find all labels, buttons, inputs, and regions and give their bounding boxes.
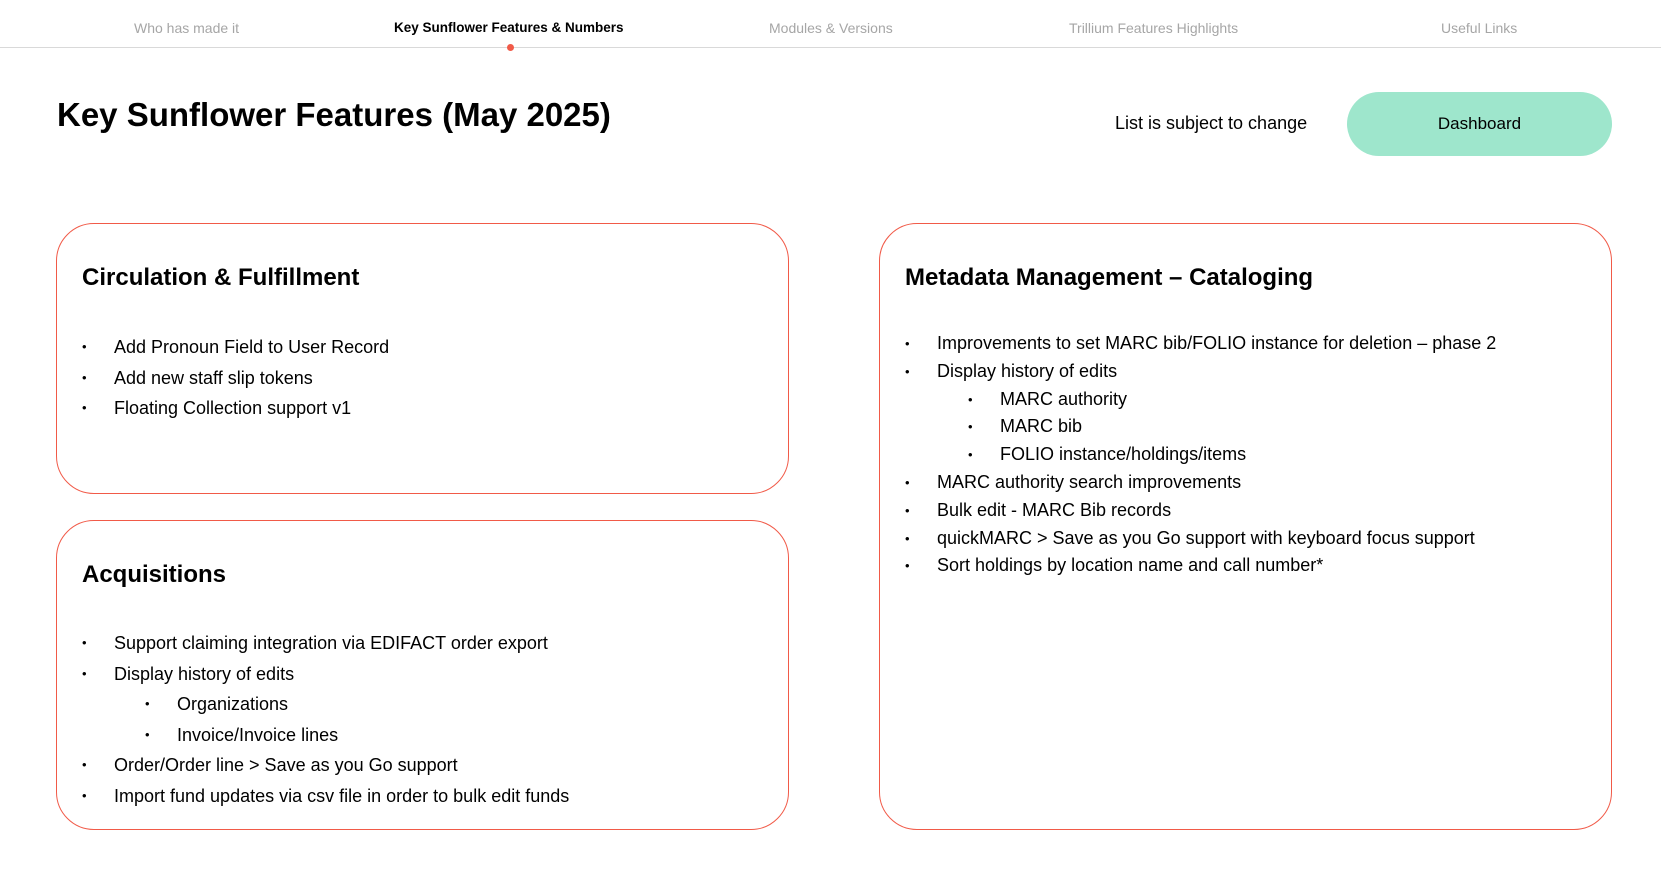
sub-list-item: • MARC bib bbox=[905, 413, 1496, 441]
sub-list-item: • MARC authority bbox=[905, 386, 1496, 414]
card-title: Circulation & Fulfillment bbox=[82, 264, 360, 291]
metadata-card bbox=[879, 223, 1612, 830]
list-item: • Order/Order line > Save as you Go support bbox=[82, 750, 569, 781]
nav-item-trillium-highlights[interactable]: Trillium Features Highlights bbox=[1069, 20, 1239, 36]
feature-list bbox=[82, 332, 389, 424]
list-item: • Sort holdings by location name and call number* bbox=[905, 552, 1496, 580]
card-title: Acquisitions bbox=[82, 561, 227, 588]
list-item: • quickMARC > Save as you Go support with keyboard focus support bbox=[905, 525, 1496, 553]
nav-item-who-has-made-it[interactable]: Who has made it bbox=[134, 20, 240, 36]
list-item: • Support claiming integration via EDIFACT order export bbox=[82, 628, 569, 659]
nav-item-modules-versions[interactable]: Modules & Versions bbox=[769, 20, 893, 36]
sub-list-item: • Organizations bbox=[82, 689, 569, 720]
top-navigation bbox=[0, 0, 1661, 48]
circulation-card bbox=[56, 223, 789, 494]
subject-to-change-note: List is subject to change bbox=[1115, 113, 1308, 133]
feature-list bbox=[905, 330, 1496, 580]
list-item: • MARC authority search improvements bbox=[905, 469, 1496, 497]
sub-list-item: • FOLIO instance/holdings/items bbox=[905, 441, 1496, 469]
list-item: • Add new staff slip tokens bbox=[82, 363, 389, 394]
list-item: • Display history of edits bbox=[905, 358, 1496, 386]
list-item: • Bulk edit - MARC Bib records bbox=[905, 497, 1496, 525]
acquisitions-card bbox=[56, 520, 789, 830]
feature-list bbox=[82, 628, 569, 811]
nav-item-useful-links[interactable]: Useful Links bbox=[1441, 20, 1518, 36]
list-item: • Add Pronoun Field to User Record bbox=[82, 332, 389, 363]
list-item: • Improvements to set MARC bib/FOLIO instance for deletion – phase 2 bbox=[905, 330, 1496, 358]
list-item: • Import fund updates via csv file in order to bulk edit funds bbox=[82, 781, 569, 812]
card-title: Metadata Management – Cataloging bbox=[905, 264, 1314, 291]
nav-item-key-features[interactable]: Key Sunflower Features & Numbers bbox=[394, 20, 624, 35]
list-item: • Display history of edits bbox=[82, 659, 569, 690]
sub-list-item: • Invoice/Invoice lines bbox=[82, 720, 569, 751]
dashboard-button[interactable]: Dashboard bbox=[1347, 92, 1612, 156]
page-title: Key Sunflower Features (May 2025) bbox=[57, 96, 611, 133]
active-nav-indicator bbox=[507, 44, 514, 51]
list-item: • Floating Collection support v1 bbox=[82, 393, 389, 424]
